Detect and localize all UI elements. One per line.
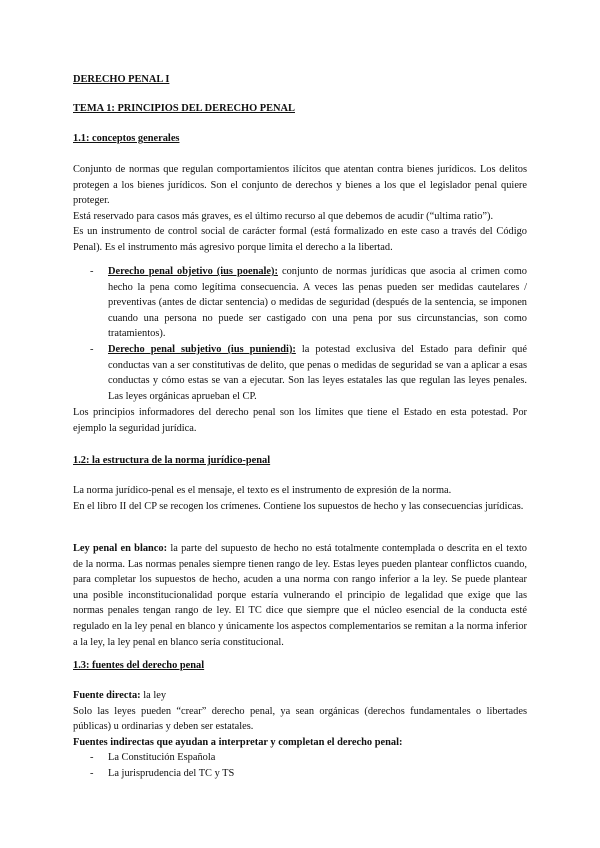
paragraph: Los principios informadores del derecho penal son los límites que tiene el Estado en esta potestad. Por ejemplo la seguridad jurídica. <box>73 407 527 434</box>
paragraph: Es un instrumento de control social de carácter formal (está formalizado en este caso a través del Código Penal). Es el instrumento más agresivo porque limita el derecho a la libertad. <box>73 226 527 253</box>
section-2-intro <box>73 483 527 514</box>
dash-bullet-icon: - <box>90 752 94 764</box>
list-item-text: conjunto de normas jurídicas que asocia al crimen como hecho la pena como legítima consecuencia. A veces las penas pueden ser medidas cautelares / preventivas (antes de dictar sentencia) o medidas de seguridad (después de la sentencia, se imponen cuando una persona no puede ser castigado con una pena por sus circunstancias, son como tratamientos). <box>108 266 528 340</box>
paragraph: la parte del supuesto de hecho no está totalmente contemplada o descrita en el texto de la norma. Las normas penales siempre tienen rango de ley. Estas leyes pueden plantear conflictos cuando, para completar los supuestos de hecho, acuden a una norma con rango inferior a la ley. Se puede plantear una posible inconstitucionalidad porque estaría vulnerando el principio de legalidad que exige que las normas penales tengan rango de ley. El TC dice que siempre que el núcleo esencial de la conducta esté regulado en la ley penal en blanco y únicamente los aspectos complementarios se remitan a la norma inferior a la ley, la ley penal en blanco sería constitucional. <box>73 543 527 648</box>
section-3-heading-text: 1.3: fuentes del derecho penal <box>73 660 205 671</box>
document-title <box>73 72 527 88</box>
list-item-term: Derecho penal objetivo (ius poenale): <box>108 266 278 277</box>
section-3-heading <box>73 658 527 674</box>
section-3-body <box>73 688 527 782</box>
term: Ley penal en blanco: <box>73 543 168 554</box>
paragraph: La norma jurídico-penal es el mensaje, el texto es el instrumento de expresión de la norma. <box>73 485 452 496</box>
paragraph: Está reservado para casos más graves, es el último recurso al que debemos de acudir (“ultima ratio”). <box>73 210 494 222</box>
list-item-text: La Constitución Española <box>108 752 216 764</box>
section-1-heading-text: 1.1: conceptos generales <box>73 133 180 144</box>
tema-title <box>73 101 527 117</box>
list-item-term: Derecho penal subjetivo (ius puniendi): <box>108 343 296 355</box>
paragraph: Conjunto de normas que regulan comportamientos ilícitos que atentan contra bienes jurídicos. Los delitos protegen a los bienes jurídicos. Son el conjunto de derechos y bienes a los que el legislador penal quiere proteger. <box>73 164 527 207</box>
list-item <box>73 750 527 766</box>
fuente-directa-line <box>73 688 527 704</box>
list-item <box>73 342 527 404</box>
section-2-heading-text: 1.2: la estructura de la norma jurídico-penal <box>73 455 271 466</box>
tema-title-text: TEMA 1: PRINCIPIOS DEL DERECHO PENAL <box>73 103 295 114</box>
section-2-ley-penal-en-blanco <box>73 541 527 650</box>
dash-bullet-icon: - <box>90 266 94 277</box>
section-2-heading <box>73 453 527 469</box>
section-1-heading <box>73 131 527 147</box>
fuentes-indirectas-heading: Fuentes indirectas que ayudan a interpretar y completan el derecho penal: <box>73 736 403 748</box>
dash-bullet-icon: - <box>90 767 94 779</box>
section-1-intro <box>73 162 527 256</box>
list-item-text: La jurisprudencia del TC y TS <box>108 767 235 779</box>
paragraph: En el libro II del CP se recogen los crímenes. Contiene los supuestos de hecho y las consecuencias jurídicas. <box>73 500 524 512</box>
document-title-text: DERECHO PENAL I <box>73 74 170 85</box>
list-item <box>73 766 527 782</box>
term-text: la ley <box>140 690 167 701</box>
paragraph: Solo las leyes pueden “crear” derecho penal, ya sean orgánicas (derechos fundamentales o libertades públicas) u ordinarias y deben ser estatales. <box>73 705 527 733</box>
list-item-text: la potestad exclusiva del Estado para definir qué conductas van a ser constitutivas de delito, que penas o medidas de seguridad se van a aplicar a esas conductas y cómo estas se van a ejecutar. Son las leyes estatales las que regulan las leyes penales. Las leyes orgánicas aprueban el CP. <box>108 343 527 402</box>
dash-bullet-icon: - <box>90 343 94 355</box>
section-1-closing <box>73 405 527 436</box>
section-1-list <box>73 264 527 404</box>
list-item <box>73 264 527 342</box>
term: Fuente directa: <box>73 690 141 701</box>
